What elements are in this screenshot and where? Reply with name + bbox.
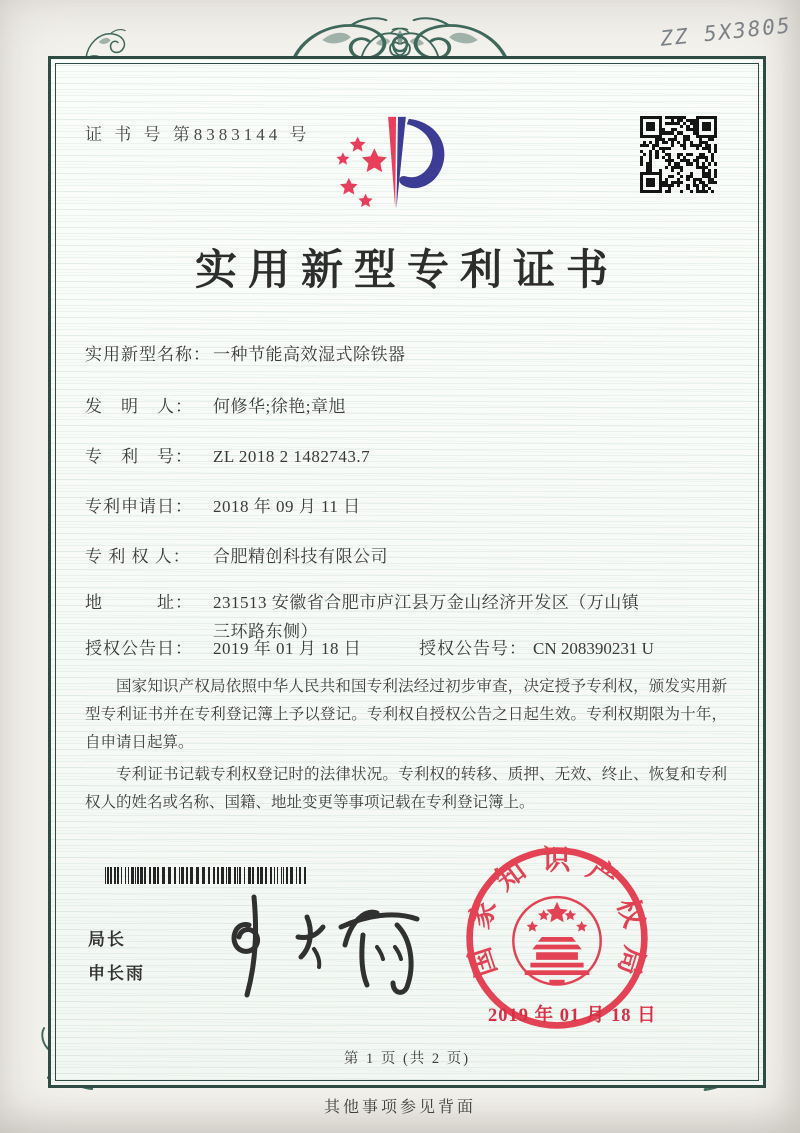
field-patent-no-label: 专 利 号： (85, 447, 193, 466)
field-grant-date-label: 授权公告日： (85, 639, 193, 658)
field-name-value: 一种节能高效湿式除铁器 (213, 345, 406, 364)
seal-date: 2019 年 01 月 18 日 (488, 1006, 657, 1026)
qr-code (640, 116, 718, 194)
field-inventors-label: 发 明 人： (85, 397, 193, 416)
field-address-value: 231513 安徽省合肥市庐江县万金山经济开发区（万山镇三环路东侧） (213, 593, 640, 641)
field-patent-no (85, 442, 729, 471)
certificate-frame (48, 56, 766, 1088)
director-title: 局长 (88, 930, 126, 949)
director-name: 申长雨 (88, 964, 145, 983)
legal-paragraph-2: 专利证书记载专利权登记时的法律状况。专利权的转移、质押、无效、终止、恢复和专利权人的姓名或名称、国籍、地址变更等事项记载在专利登记簿上。 (85, 765, 727, 811)
cnipa-patent-logo-icon (333, 109, 461, 227)
national-emblem (525, 902, 590, 984)
barcode (105, 867, 308, 884)
handwritten-code: ZZ 5X3805 (659, 13, 793, 51)
field-address-label: 地 址： (85, 593, 193, 612)
certificate-title: 实用新型专利证书 (194, 248, 619, 294)
field-name (85, 340, 729, 369)
field-filing-date-label: 专利申请日： (85, 497, 193, 516)
legal-text (85, 673, 727, 820)
field-patent-no-value: ZL 2018 2 1482743.7 (213, 447, 371, 466)
director-signature (219, 891, 429, 1001)
field-grant-no-label: 授权公告号： (419, 639, 527, 658)
field-patentee-label: 专 利 权 人： (85, 547, 191, 566)
field-grant-row (85, 634, 729, 663)
field-grant-no (419, 634, 654, 663)
field-inventors (85, 392, 729, 421)
field-filing-date-value: 2018 年 09 月 11 日 (213, 497, 361, 516)
field-grant-date-value: 2019 年 01 月 18 日 (213, 639, 362, 658)
certificate-number: 证 书 号 第8383144 号 (85, 125, 311, 144)
back-side-note: 其他事项参见背面 (323, 1099, 476, 1116)
field-filing-date (85, 492, 729, 521)
legal-paragraph-1: 国家知识产权局依照中华人民共和国专利法经过初步审查，决定授予专利权，颁发实用新型专利证书并在专利登记簿上予以登记。专利权自授权公告之日起生效。专利权期限为十年，自申请日起算。 (85, 678, 727, 751)
seal-text: 国家知识产权局 (464, 845, 650, 981)
field-inventors-value: 何修华;徐艳;章旭 (213, 397, 346, 416)
page-indicator: 第 1 页 (共 2 页) (343, 1051, 471, 1067)
field-grant-no-value: CN 208390231 U (533, 639, 654, 658)
field-patentee (85, 542, 729, 571)
field-name-label: 实用新型名称： (85, 345, 211, 364)
field-patentee-value: 合肥精创科技有限公司 (213, 547, 388, 566)
